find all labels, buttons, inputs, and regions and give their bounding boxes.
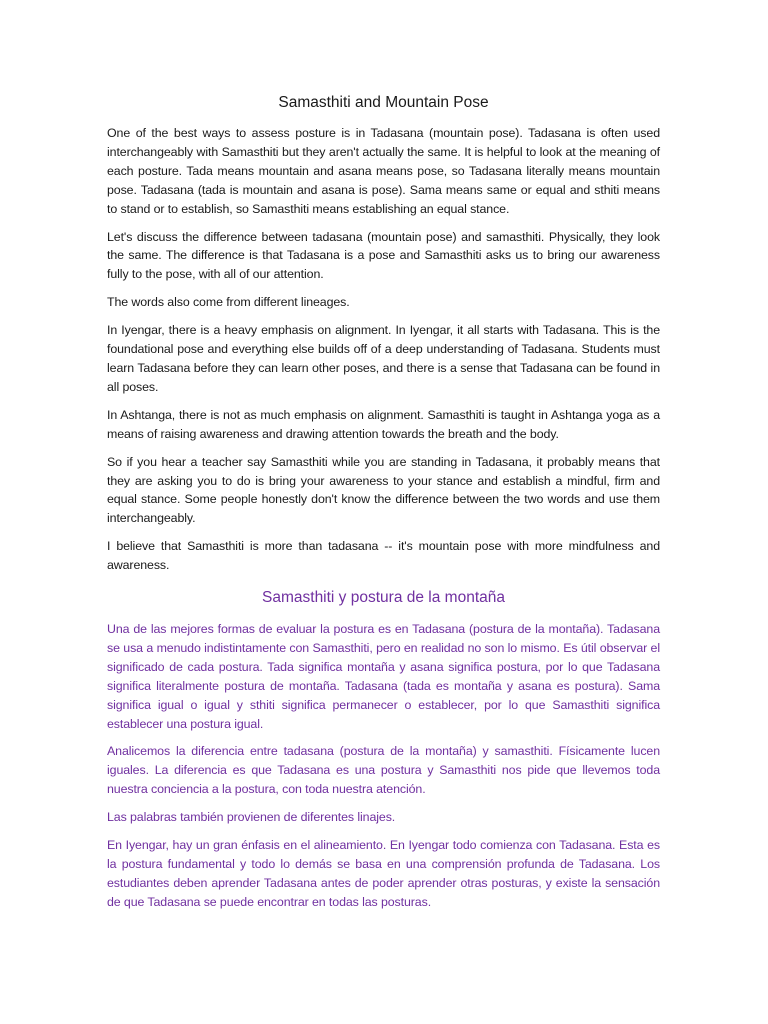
spanish-paragraph-1: Una de las mejores formas de evaluar la postura es en Tadasana (postura de la montaña). Tadasana se usa a menudo indistintamente con Samasthiti, pero en realidad no son lo mismo. Es útil observar el significado de cada postura. Tada significa montaña y asana significa postura, por lo que Tadasana significa literalmente postura de montaña. Tadasana (tada es montaña y asana es postura). Sama significa igual o igual y sthiti significa permanecer o establecer, por lo que Samasthiti significa establecer una postura igual. — [107, 622, 660, 731]
spanish-paragraph-3: Las palabras también provienen de diferentes linajes. — [107, 810, 396, 825]
document-content — [107, 92, 660, 921]
english-section — [107, 92, 660, 575]
spanish-title: Samasthiti y postura de la montaña — [262, 589, 505, 607]
english-paragraph-4: In Iyengar, there is a heavy emphasis on alignment. In Iyengar, it all starts with Tadasana. This is the foundational pose and everything else builds off of a deep understanding of Tadasana. Students must learn Tadasana before they can learn other poses, and there is a sense that Tadasana can be found in all poses. — [107, 323, 660, 394]
spanish-paragraph-2: Analicemos la diferencia entre tadasana (postura de la montaña) y samasthiti. Físicamente lucen iguales. La diferencia es que Tadasana es una postura y Samasthiti nos pide que llevemos toda nuestra conciencia a la postura, con toda nuestra atención. — [107, 744, 660, 797]
english-paragraph-6: So if you hear a teacher say Samasthiti while you are standing in Tadasana, it probably means that they are asking you to do is bring your awareness to your stance and establish a mindful, firm and equal stance. Some people honestly don't know the difference between the two words and use them interchangeably. — [107, 454, 660, 526]
spanish-section — [107, 587, 660, 912]
spanish-paragraph-4: En Iyengar, hay un gran énfasis en el alineamiento. En Iyengar todo comienza con Tadasana. Esta es la postura fundamental y todo lo demás se basa en una comprensión profunda de Tadasana. Los estudiantes deben aprender Tadasana antes de poder aprender otras posturas, y existe la sensación de que Tadasana se puede encontrar en todas las posturas. — [107, 838, 660, 909]
english-paragraph-1: One of the best ways to assess posture is in Tadasana (mountain pose). Tadasana is often used interchangeably with Samasthiti but they aren't actually the same. It is helpful to look at the meaning of each posture. Tada means mountain and asana means pose, so Tadasana literally means mountain pose. Tadasana (tada is mountain and asana is pose). Sama means same or equal and sthiti means to stand or to establish, so Samasthiti means establishing an equal stance. — [107, 126, 660, 216]
english-paragraph-5: In Ashtanga, there is not as much emphasis on alignment. Samasthiti is taught in Ashtanga yoga as a means of raising awareness and drawing attention towards the breath and the body. — [107, 407, 660, 441]
english-paragraph-3: The words also come from different lineages. — [107, 295, 350, 310]
english-title: Samasthiti and Mountain Pose — [278, 94, 489, 111]
english-paragraph-2: Let's discuss the difference between tadasana (mountain pose) and samasthiti. Physically, they look the same. The difference is that Tadasana is a pose and Samasthiti asks us to bring our awareness fully to the pose, with all of our attention. — [107, 229, 660, 282]
english-paragraph-7: I believe that Samasthiti is more than tadasana -- it's mountain pose with more mindfulness and awareness. — [107, 539, 660, 573]
